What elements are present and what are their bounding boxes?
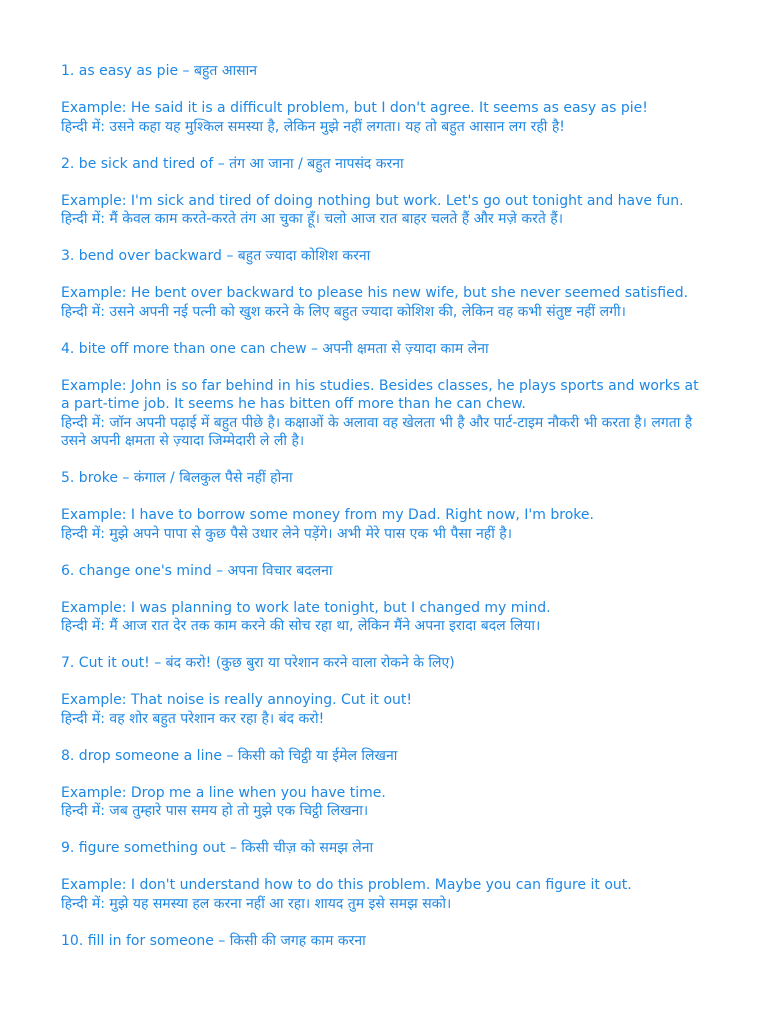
example-block xyxy=(61,599,709,636)
example-block xyxy=(61,506,709,543)
example-hindi: हिन्दी में: मुझे अपने पापा से कुछ पैसे उधार लेने पड़ेंगे। अभी मेरे पास एक भी पैसा नहीं है। xyxy=(61,525,513,542)
idiom-title: 1. as easy as pie – बहुत आसान xyxy=(61,63,257,79)
idiom-title: 8. drop someone a line – किसी को चिट्ठी या ईमेल लिखना xyxy=(61,747,398,764)
example-english: Example: I was planning to work late tonight, but I changed my mind. xyxy=(61,599,551,616)
example-block xyxy=(61,691,709,728)
idiom-title: 3. bend over backward – बहुत ज्यादा कोशिश करना xyxy=(61,248,371,264)
idiom-title: 7. Cut it out! – बंद करो! (कुछ बुरा या परेशान करने वाला रोकने के लिए) xyxy=(61,655,455,671)
example-hindi: हिन्दी में: मुझे यह समस्या हल करना नहीं आ रहा। शायद तुम इसे समझ सको। xyxy=(61,895,452,912)
example-english: Example: I don't understand how to do this problem. Maybe you can figure it out. xyxy=(61,877,632,893)
example-hindi: हिन्दी में: उसने कहा यह मुश्किल समस्या है, लेकिन मुझे नहीं लगता। यह तो बहुत आसान लग रही है! xyxy=(61,118,565,135)
idiom-title: 5. broke – कंगाल / बिलकुल पैसे नहीं होना xyxy=(61,470,293,486)
example-block xyxy=(61,284,709,321)
example-english: Example: That noise is really annoying. Cut it out! xyxy=(61,692,413,708)
example-block xyxy=(61,377,709,451)
idiom-title: 6. change one's mind – अपना विचार बदलना xyxy=(61,562,333,579)
document-page xyxy=(61,62,709,950)
example-english: Example: He bent over backward to please his new wife, but she never seemed satisfied. xyxy=(61,285,689,301)
example-hindi: हिन्दी में: जॉन अपनी पढ़ाई में बहुत पीछे है। कक्षाओं के अलावा वह खेलता भी है और पार्ट-टाइम नौकरी भी करता है। लगता है उसने अपनी क्षमता से ज़्यादा जिम्मेदारी ले ली है। xyxy=(61,414,693,449)
example-hindi: हिन्दी में: जब तुम्हारे पास समय हो तो मुझे एक चिट्ठी लिखना। xyxy=(61,803,369,819)
example-block xyxy=(61,876,709,913)
idiom-title: 2. be sick and tired of – तंग आ जाना / बहुत नापसंद करना xyxy=(61,155,404,172)
example-english: Example: I'm sick and tired of doing nothing but work. Let's go out tonight and have fun. xyxy=(61,192,684,209)
example-english: Example: I have to borrow some money from my Dad. Right now, I'm broke. xyxy=(61,507,594,523)
example-english: Example: Drop me a line when you have time. xyxy=(61,784,386,801)
idiom-title: 10. fill in for someone – किसी की जगह काम करना xyxy=(61,932,366,949)
example-hindi: हिन्दी में: वह शोर बहुत परेशान कर रहा है। बंद करो! xyxy=(61,710,325,727)
idiom-title: 9. figure something out – किसी चीज़ को समझ लेना xyxy=(61,840,374,856)
example-english: Example: He said it is a difficult problem, but I don't agree. It seems as easy as pie! xyxy=(61,100,648,116)
example-hindi: हिन्दी में: उसने अपनी नई पत्नी को खुश करने के लिए बहुत ज्यादा कोशिश की, लेकिन वह कभी संतुष्ट नहीं लगी। xyxy=(61,303,626,320)
example-hindi: हिन्दी में: मैं आज रात देर तक काम करने की सोच रहा था, लेकिन मैंने अपना इरादा बदल लिया। xyxy=(61,618,541,634)
example-hindi: हिन्दी में: मैं केवल काम करते-करते तंग आ चुका हूँ। चलो आज रात बाहर चलते हैं और मज़े करते हैं। xyxy=(61,211,564,227)
example-block xyxy=(61,784,709,821)
example-block xyxy=(61,192,709,229)
example-block xyxy=(61,99,709,136)
idiom-title: 4. bite off more than one can chew – अपनी क्षमता से ज़्यादा काम लेना xyxy=(61,340,489,357)
example-english: Example: John is so far behind in his studies. Besides classes, he plays sports and works at a part-time job. It seems he has bitten off more than he can chew. xyxy=(61,377,699,412)
